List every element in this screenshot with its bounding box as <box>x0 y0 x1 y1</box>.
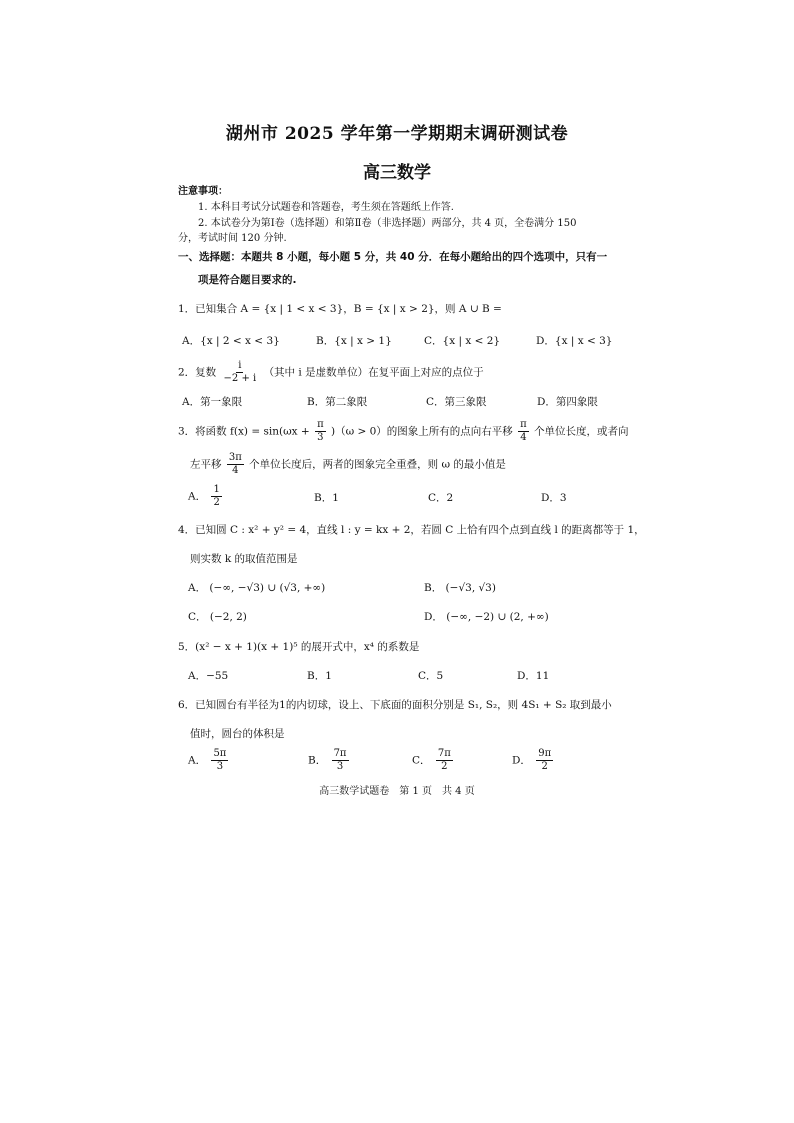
fraction-denominator: 3 <box>317 432 324 443</box>
fraction-numerator: 5π <box>213 748 227 759</box>
notes-line-2a: 2. 本试卷分为第Ⅰ卷（选择题）和第Ⅱ卷（非选择题）两部分，共 4 页，全卷满分 150 <box>198 218 577 229</box>
fraction-numerator: 1 <box>213 484 220 495</box>
question-4-stem-line-1: 4．已知圆 C : x² + y² = 4，直线 l : y = kx + 2，若圆 C 上恰有四个点到直线 l 的距离都等于 1， <box>178 524 645 536</box>
question-2-option-b: B．第二象限 <box>307 396 368 408</box>
option-c-fraction <box>436 748 453 773</box>
section-heading-line-2: 项是符合题目要求的. <box>198 274 297 286</box>
question-2-stem <box>178 360 484 385</box>
fraction-denominator: −2 + i <box>223 373 257 384</box>
question-3-option-d: D．3 <box>541 492 567 504</box>
notes-heading: 注意事项： <box>178 186 228 197</box>
fraction-denominator: 3 <box>216 761 224 772</box>
option-label: D． <box>512 754 531 767</box>
question-3-mid: )（ω > 0）的图象上所有的点向右平移 <box>330 425 513 438</box>
section-heading-line-1: 一、选择题：本题共 8 小题，每小题 5 分，共 40 分．在每小题给出的四个选项中，只有一 <box>178 251 608 263</box>
question-6-option-c <box>412 748 455 773</box>
question-1-stem: 1．已知集合 A = {x | 1 < x < 3}，B = {x | x > 2}，则 A ∪ B = <box>178 303 502 315</box>
option-label: A． <box>188 490 207 503</box>
question-3-fraction-1 <box>315 419 326 444</box>
notes-line-1: 1. 本科目考试分试题卷和答题卷，考生须在答题纸上作答. <box>198 202 454 213</box>
question-4-option-a: A． (−∞, −√3) ∪ (√3, +∞) <box>188 582 326 594</box>
fraction-numerator: π <box>520 419 527 430</box>
question-5-stem: 5．(x² − x + 1)(x + 1)⁵ 的展开式中，x⁴ 的系数是 <box>178 641 420 653</box>
question-3-fraction-3 <box>227 452 244 477</box>
question-5-option-d: D．11 <box>517 670 550 682</box>
question-1-option-b: B．{x | x > 1} <box>316 335 392 347</box>
fraction-numerator: 7π <box>437 748 451 759</box>
question-6-stem-line-1: 6．已知圆台有半径为1的内切球，设上、下底面的面积分别是 S₁, S₂，则 4S₁ + S₂ 取到最小 <box>178 699 612 711</box>
page-footer: 高三数学试题卷 第 1 页 共 4 页 <box>319 786 475 797</box>
fraction-numerator: 9π <box>538 748 552 759</box>
option-a-fraction <box>211 748 228 773</box>
question-3-post: 个单位长度，或者向 <box>534 425 629 438</box>
fraction-numerator: 3π <box>228 452 242 463</box>
question-2-option-c: C．第三象限 <box>426 396 487 408</box>
fraction-numerator: π <box>317 419 324 430</box>
question-5-option-c: C．5 <box>418 670 444 682</box>
question-4-stem-line-2: 则实数 k 的取值范围是 <box>190 553 298 565</box>
question-4-option-d: D． (−∞, −2) ∪ (2, +∞) <box>424 611 549 623</box>
fraction-denominator: 2 <box>541 761 548 772</box>
question-3-l2-pre: 左平移 <box>190 458 222 471</box>
page-subtitle: 高三数学 <box>363 163 431 183</box>
question-2-fraction <box>222 360 259 385</box>
question-5-option-b: B．1 <box>307 670 332 682</box>
option-d-fraction <box>536 748 553 773</box>
fraction-numerator: 7π <box>333 748 347 759</box>
fraction-numerator: i <box>238 360 242 371</box>
question-2-post: （其中 i 是虚数单位）在复平面上对应的点位于 <box>263 366 484 379</box>
question-6-stem-line-2: 值时，圆台的体积是 <box>190 728 285 740</box>
question-3-option-a <box>188 484 224 509</box>
question-3-stem-line-1 <box>178 419 629 444</box>
question-1-option-c: C．{x | x < 2} <box>424 335 501 347</box>
question-4-option-b: B． (−√3, √3) <box>424 582 496 594</box>
question-3-pre: 3．将函数 f(x) = sin(ωx + <box>178 425 310 438</box>
option-label: C． <box>412 754 431 767</box>
question-6-option-d <box>512 748 555 773</box>
option-a-fraction <box>211 484 221 509</box>
fraction-denominator: 4 <box>520 432 527 443</box>
question-5-option-a: A．−55 <box>188 670 229 682</box>
question-2-pre: 2．复数 <box>178 366 217 379</box>
question-3-stem-line-2 <box>190 452 506 477</box>
fraction-denominator: 2 <box>441 761 448 772</box>
question-6-option-b <box>308 748 351 773</box>
question-3-l2-post: 个单位长度后，两者的图象完全重叠，则 ω 的最小值是 <box>249 458 506 471</box>
option-label: B． <box>308 754 327 767</box>
question-3-option-b: B．1 <box>314 492 339 504</box>
page-title: 湖州市 2025 学年第一学期期末调研测试卷 <box>225 124 569 144</box>
question-3-fraction-2 <box>518 419 529 444</box>
question-2-option-d: D．第四象限 <box>537 396 598 408</box>
question-2-option-a: A．第一象限 <box>182 396 243 408</box>
fraction-denominator: 2 <box>213 497 220 508</box>
question-1-option-a: A．{x | 2 < x < 3} <box>182 335 280 347</box>
question-6-option-a <box>188 748 230 773</box>
fraction-denominator: 4 <box>232 465 239 476</box>
question-3-option-c: C．2 <box>428 492 454 504</box>
option-b-fraction <box>332 748 349 773</box>
question-1-option-d: D．{x | x < 3} <box>536 335 613 347</box>
option-label: A． <box>188 754 207 767</box>
question-4-option-c: C． (−2, 2) <box>188 611 247 623</box>
fraction-denominator: 3 <box>336 761 344 772</box>
notes-line-2b: 分，考试时间 120 分钟. <box>178 233 287 244</box>
